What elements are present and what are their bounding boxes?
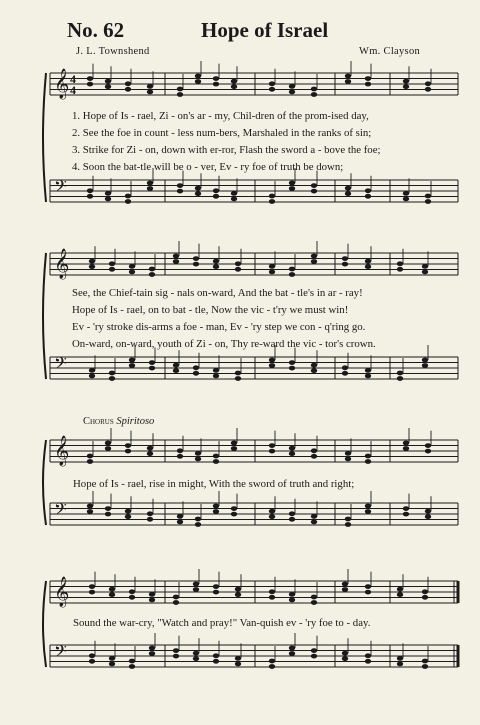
note-head	[289, 366, 295, 371]
note-head	[425, 509, 431, 514]
note-head	[345, 74, 351, 79]
note-head	[109, 656, 115, 661]
note-head	[235, 267, 241, 272]
note-head	[105, 79, 111, 84]
note-head	[345, 451, 351, 456]
note-head	[269, 664, 275, 669]
note-head	[109, 587, 115, 592]
note-head	[177, 92, 183, 97]
note-head	[105, 191, 111, 196]
note-head	[173, 254, 179, 259]
note-head	[269, 194, 275, 199]
note-head	[213, 459, 219, 464]
note-head	[311, 183, 317, 188]
note-head	[105, 506, 111, 511]
note-head	[129, 589, 135, 594]
note-head	[235, 371, 241, 376]
verse-1-line-1: 1. Hope of Is - rael, Zi - on's ar - my, Chil-dren of the prom-ised day,	[72, 110, 369, 122]
note-head	[345, 191, 351, 196]
note-head	[213, 76, 219, 81]
note-head	[311, 87, 317, 92]
note-head	[89, 374, 95, 379]
note-head	[425, 199, 431, 204]
note-head	[311, 448, 317, 453]
note-head	[422, 589, 428, 594]
note-head	[173, 368, 179, 373]
note-head	[129, 264, 135, 269]
note-head	[193, 256, 199, 261]
note-head	[125, 199, 131, 204]
note-head	[177, 448, 183, 453]
note-head	[147, 511, 153, 516]
note-head	[311, 259, 317, 264]
note-head	[403, 446, 409, 451]
note-head	[365, 76, 371, 81]
note-head	[365, 653, 371, 658]
note-head	[89, 653, 95, 658]
note-head	[129, 270, 135, 275]
note-head	[289, 598, 295, 603]
note-head	[422, 270, 428, 275]
note-head	[87, 76, 93, 81]
note-head	[365, 659, 371, 664]
note-head	[129, 358, 135, 363]
note-head	[125, 509, 131, 514]
treble-clef-icon: 𝄞	[54, 249, 70, 279]
note-head	[213, 264, 219, 269]
note-head	[105, 446, 111, 451]
note-head	[213, 653, 219, 658]
note-head	[403, 191, 409, 196]
note-head	[289, 517, 295, 522]
note-head	[193, 365, 199, 370]
note-head	[193, 582, 199, 587]
note-head	[311, 514, 317, 519]
note-head	[289, 186, 295, 191]
note-head	[289, 446, 295, 451]
note-head	[173, 363, 179, 368]
note-head	[177, 520, 183, 525]
note-head	[213, 188, 219, 193]
note-head	[195, 191, 201, 196]
note-head	[231, 441, 237, 446]
note-head	[289, 272, 295, 277]
note-head	[125, 514, 131, 519]
note-head	[269, 509, 275, 514]
note-head	[342, 656, 348, 661]
note-head	[403, 512, 409, 517]
bass-clef-icon: 𝄢	[54, 176, 67, 200]
note-head	[195, 451, 201, 456]
note-head	[87, 454, 93, 459]
note-head	[177, 189, 183, 194]
note-head	[365, 368, 371, 373]
note-head	[269, 81, 275, 86]
note-head	[342, 582, 348, 587]
note-head	[147, 84, 153, 89]
note-head	[177, 514, 183, 519]
note-head	[87, 188, 93, 193]
note-head	[422, 264, 428, 269]
bass-clef-icon: 𝄢	[54, 353, 67, 377]
note-head	[195, 522, 201, 527]
note-head	[311, 600, 317, 605]
note-head	[365, 454, 371, 459]
note-head	[149, 592, 155, 597]
note-head	[422, 659, 428, 664]
note-head	[213, 584, 219, 589]
bass-clef-icon: 𝄢	[54, 499, 67, 523]
note-head	[87, 459, 93, 464]
note-head	[129, 659, 135, 664]
note-head	[235, 662, 241, 667]
note-head	[311, 595, 317, 600]
note-head	[342, 256, 348, 261]
note-head	[425, 87, 431, 92]
note-head	[345, 522, 351, 527]
note-head	[213, 454, 219, 459]
note-head	[195, 457, 201, 462]
note-head	[425, 449, 431, 454]
note-head	[231, 446, 237, 451]
note-head	[105, 512, 111, 517]
note-head	[397, 267, 403, 272]
verse-3-line-1: 3. Strike for Zi - on, down with er-ror, Flash the sword a - bove the foe;	[72, 144, 381, 156]
note-head	[235, 376, 241, 381]
note-head	[269, 358, 275, 363]
note-head	[342, 262, 348, 267]
note-head	[345, 79, 351, 84]
note-head	[269, 449, 275, 454]
note-head	[422, 595, 428, 600]
note-head	[149, 267, 155, 272]
note-head	[289, 651, 295, 656]
note-head	[195, 517, 201, 522]
note-head	[422, 363, 428, 368]
note-head	[397, 261, 403, 266]
note-head	[109, 592, 115, 597]
system-brace	[43, 581, 46, 667]
note-head	[177, 87, 183, 92]
note-head	[213, 259, 219, 264]
note-head	[365, 504, 371, 509]
note-head	[289, 84, 295, 89]
note-head	[289, 90, 295, 95]
note-head	[149, 598, 155, 603]
note-head	[109, 371, 115, 376]
note-head	[345, 457, 351, 462]
note-head	[193, 262, 199, 267]
note-head	[231, 191, 237, 196]
note-head	[269, 87, 275, 92]
note-head	[289, 451, 295, 456]
note-head	[195, 79, 201, 84]
note-head	[311, 363, 317, 368]
note-head	[213, 374, 219, 379]
note-head	[129, 363, 135, 368]
note-head	[87, 194, 93, 199]
note-head	[125, 81, 131, 86]
note-head	[311, 189, 317, 194]
time-signature: 4	[70, 83, 76, 97]
note-head	[397, 592, 403, 597]
note-head	[289, 511, 295, 516]
note-head	[129, 595, 135, 600]
note-head	[173, 654, 179, 659]
note-head	[269, 589, 275, 594]
note-head	[269, 270, 275, 275]
note-head	[173, 259, 179, 264]
note-head	[87, 504, 93, 509]
note-head	[147, 90, 153, 95]
note-head	[89, 368, 95, 373]
note-head	[289, 360, 295, 365]
note-head	[213, 509, 219, 514]
verse-4-line-1: 4. Soon the bat-tle will be o - ver, Ev - ry foe of truth be down;	[72, 161, 344, 173]
note-head	[269, 199, 275, 204]
hymn-number: No. 62	[67, 18, 125, 42]
note-head	[213, 194, 219, 199]
note-head	[89, 659, 95, 664]
note-head	[149, 272, 155, 277]
note-head	[231, 79, 237, 84]
note-head	[425, 81, 431, 86]
note-head	[365, 264, 371, 269]
hymn-title: Hope of Israel	[201, 18, 329, 42]
note-head	[213, 659, 219, 664]
note-head	[365, 82, 371, 87]
note-head	[147, 186, 153, 191]
treble-clef-icon: 𝄞	[54, 436, 70, 466]
note-head	[193, 651, 199, 656]
note-head	[89, 590, 95, 595]
note-head	[425, 514, 431, 519]
system-brace	[43, 73, 46, 202]
note-head	[365, 188, 371, 193]
note-head	[125, 87, 131, 92]
note-head	[109, 267, 115, 272]
note-head	[235, 261, 241, 266]
note-head	[311, 368, 317, 373]
note-head	[149, 360, 155, 365]
note-head	[397, 371, 403, 376]
chorus-line-2: Sound the war-cry, "Watch and pray!" Van-quish ev - 'ry foe to - day.	[73, 617, 371, 629]
note-head	[365, 194, 371, 199]
note-head	[342, 365, 348, 370]
note-head	[149, 366, 155, 371]
note-head	[147, 517, 153, 522]
note-head	[311, 92, 317, 97]
time-signature: 4	[70, 72, 76, 86]
chorus-label: Chorus	[83, 416, 114, 427]
note-head	[235, 592, 241, 597]
note-head	[365, 584, 371, 589]
note-head	[231, 197, 237, 202]
note-head	[193, 587, 199, 592]
note-head	[289, 267, 295, 272]
note-head	[397, 376, 403, 381]
note-head	[105, 197, 111, 202]
note-head	[89, 584, 95, 589]
note-head	[365, 590, 371, 595]
author-credit: J. L. Townshend	[76, 46, 150, 57]
note-head	[213, 82, 219, 87]
note-head	[403, 506, 409, 511]
note-head	[269, 659, 275, 664]
verse-4-line-2: On-ward, on-ward, youth of Zi - on, Thy re-ward the vic - tor's crown.	[72, 338, 376, 350]
note-head	[311, 254, 317, 259]
note-head	[269, 443, 275, 448]
note-head	[365, 374, 371, 379]
verse-2-line-2: Hope of Is - rael, on to bat - tle, Now the vic - t'ry we must win!	[72, 304, 349, 316]
note-head	[105, 84, 111, 89]
note-head	[345, 517, 351, 522]
note-head	[177, 183, 183, 188]
note-head	[365, 459, 371, 464]
note-head	[235, 656, 241, 661]
note-head	[125, 449, 131, 454]
system-brace	[43, 440, 46, 525]
note-head	[311, 520, 317, 525]
note-head	[269, 264, 275, 269]
note-head	[365, 509, 371, 514]
note-head	[365, 259, 371, 264]
note-head	[173, 648, 179, 653]
composer-credit: Wm. Clayson	[359, 46, 421, 57]
treble-clef-icon: 𝄞	[54, 577, 70, 607]
note-head	[109, 376, 115, 381]
bass-clef-icon: 𝄢	[54, 641, 67, 665]
note-head	[403, 84, 409, 89]
verse-1-line-2: See, the Chief-tain sig - nals on-ward, And the bat - tle's in ar - ray!	[72, 287, 363, 299]
note-head	[195, 74, 201, 79]
note-head	[269, 595, 275, 600]
note-head	[147, 451, 153, 456]
verse-2-line-1: 2. See the foe in count - less num-bers, Marshaled in the ranks of sin;	[72, 127, 372, 139]
note-head	[311, 454, 317, 459]
note-head	[311, 648, 317, 653]
system-brace	[43, 253, 46, 379]
note-head	[109, 261, 115, 266]
note-head	[403, 197, 409, 202]
note-head	[425, 194, 431, 199]
chorus-heading	[83, 416, 154, 427]
note-head	[193, 371, 199, 376]
note-head	[425, 443, 431, 448]
note-head	[125, 443, 131, 448]
note-head	[269, 363, 275, 368]
note-head	[147, 446, 153, 451]
note-head	[231, 506, 237, 511]
note-head	[289, 592, 295, 597]
note-head	[89, 264, 95, 269]
note-head	[105, 441, 111, 446]
note-head	[422, 664, 428, 669]
note-head	[87, 509, 93, 514]
note-head	[397, 587, 403, 592]
note-head	[173, 595, 179, 600]
note-head	[149, 646, 155, 651]
note-head	[177, 454, 183, 459]
note-head	[403, 79, 409, 84]
note-head	[87, 82, 93, 87]
note-head	[422, 358, 428, 363]
note-head	[403, 441, 409, 446]
note-head	[311, 654, 317, 659]
note-head	[125, 194, 131, 199]
chorus-tempo: Spiritoso	[116, 416, 155, 427]
note-head	[129, 664, 135, 669]
note-head	[231, 512, 237, 517]
note-head	[173, 600, 179, 605]
note-head	[147, 181, 153, 186]
note-head	[269, 514, 275, 519]
verse-3-line-2: Ev - 'ry stroke dis-arms a foe - man, Ev - 'ry step we con - q'ring go.	[72, 321, 366, 333]
chorus-line-1: Hope of Is - rael, rise in might, With the sword of truth and right;	[73, 478, 355, 490]
note-head	[213, 368, 219, 373]
note-head	[193, 656, 199, 661]
note-head	[149, 651, 155, 656]
note-head	[213, 504, 219, 509]
note-head	[342, 651, 348, 656]
note-head	[235, 587, 241, 592]
note-head	[109, 662, 115, 667]
note-head	[195, 186, 201, 191]
note-head	[231, 84, 237, 89]
treble-clef-icon: 𝄞	[54, 69, 70, 99]
note-head	[289, 181, 295, 186]
note-head	[213, 590, 219, 595]
note-head	[397, 656, 403, 661]
note-head	[342, 587, 348, 592]
note-head	[289, 646, 295, 651]
note-head	[342, 371, 348, 376]
note-head	[345, 186, 351, 191]
note-head	[89, 259, 95, 264]
note-head	[397, 662, 403, 667]
